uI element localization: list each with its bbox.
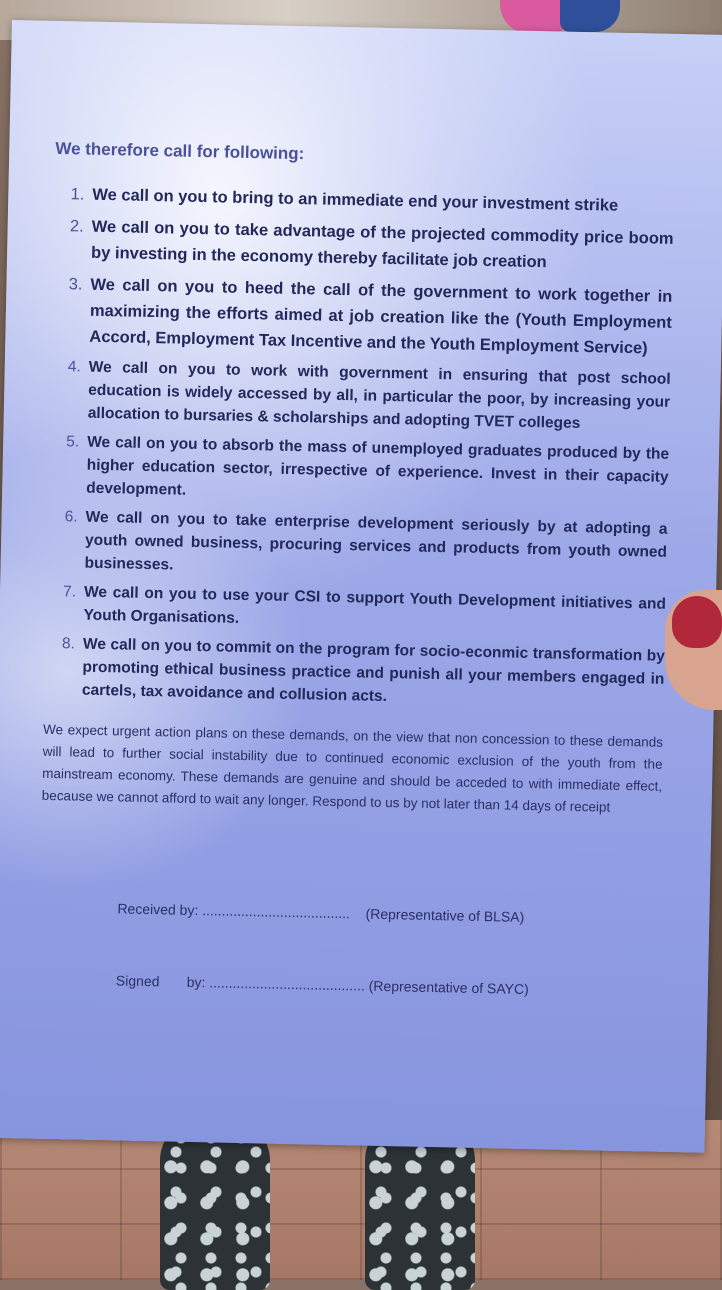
signed-label-by: by:	[186, 973, 206, 991]
list-text: We call on you to bring to an immediate end your investment strike	[92, 185, 619, 215]
list-item	[51, 271, 672, 362]
signed-dots: ........................................	[209, 974, 366, 994]
list-text: We call on you to heed the call of the government to work together in maximizing the efforts aimed at job creation like the (Youth Employment Accord, Employment Tax Incentive and the Youth Employment Service)	[89, 275, 673, 358]
list-item	[46, 505, 667, 587]
received-role: (Representative of BLSA)	[365, 905, 525, 925]
list-item	[48, 430, 669, 512]
signed-by-line	[116, 972, 529, 997]
list-number: 2.	[69, 217, 84, 236]
list-number: 6.	[64, 508, 78, 526]
list-text: We call on you to take enterprise development seriously by at adopting a youth owned business, procuring services and products from youth owned businesses.	[84, 508, 668, 574]
list-text: We call on you to use your CSI to support Youth Development initiatives and Youth Organisations.	[83, 583, 667, 627]
received-by-line	[117, 900, 524, 925]
left-shoe	[160, 1120, 270, 1290]
signed-label: Signed	[115, 972, 160, 990]
document-content	[42, 139, 676, 820]
list-number: 4.	[67, 358, 81, 376]
signed-role: (Representative of SAYC)	[368, 977, 529, 998]
list-number: 7.	[62, 583, 77, 601]
list-text: We call on you to commit on the program for socio-econmic transformation by promoting ethical business practice and punish all your members engaged in cartels, tax avoidance and collusion acts.	[81, 635, 665, 705]
list-text: We call on you to work with government in ensuring that post school education is widely accessed by all, in particular the poor, by increasing your allocation to bursaries & scholarships and adopting TVET colleges	[87, 358, 671, 432]
painted-fingernail	[672, 596, 722, 648]
document-heading: We therefore call for following:	[55, 138, 305, 164]
received-dots: ......................................	[202, 902, 351, 922]
document-page	[0, 20, 722, 1153]
received-label: Received by:	[117, 900, 199, 919]
list-item	[45, 580, 666, 639]
demands-list	[44, 181, 675, 714]
list-number: 8.	[61, 635, 76, 653]
list-item	[50, 355, 671, 437]
list-text: We call on you to take advantage of the projected commodity price boom by investing in the economy thereby facilitate job creation	[90, 217, 674, 272]
list-item	[44, 632, 665, 714]
list-text: We call on you to absorb the mass of unemployed graduates produced by the higher education sector, irrespective of experience. Invest in their capacity development.	[86, 433, 670, 499]
list-number: 1.	[70, 185, 85, 204]
list-number: 3.	[68, 275, 83, 294]
list-number: 5.	[66, 433, 80, 451]
closing-paragraph: We expect urgent action plans on these demands, on the view that non concession to these demands will lead to further social instability due to continued economic exclusion of the youth from the mainstream economy. These demands are genuine and should be acceded to with immediate effect, because we cannot afford to wait any longer. Respond to us by not later than 14 days of receipt	[41, 721, 664, 815]
list-item	[53, 213, 674, 278]
